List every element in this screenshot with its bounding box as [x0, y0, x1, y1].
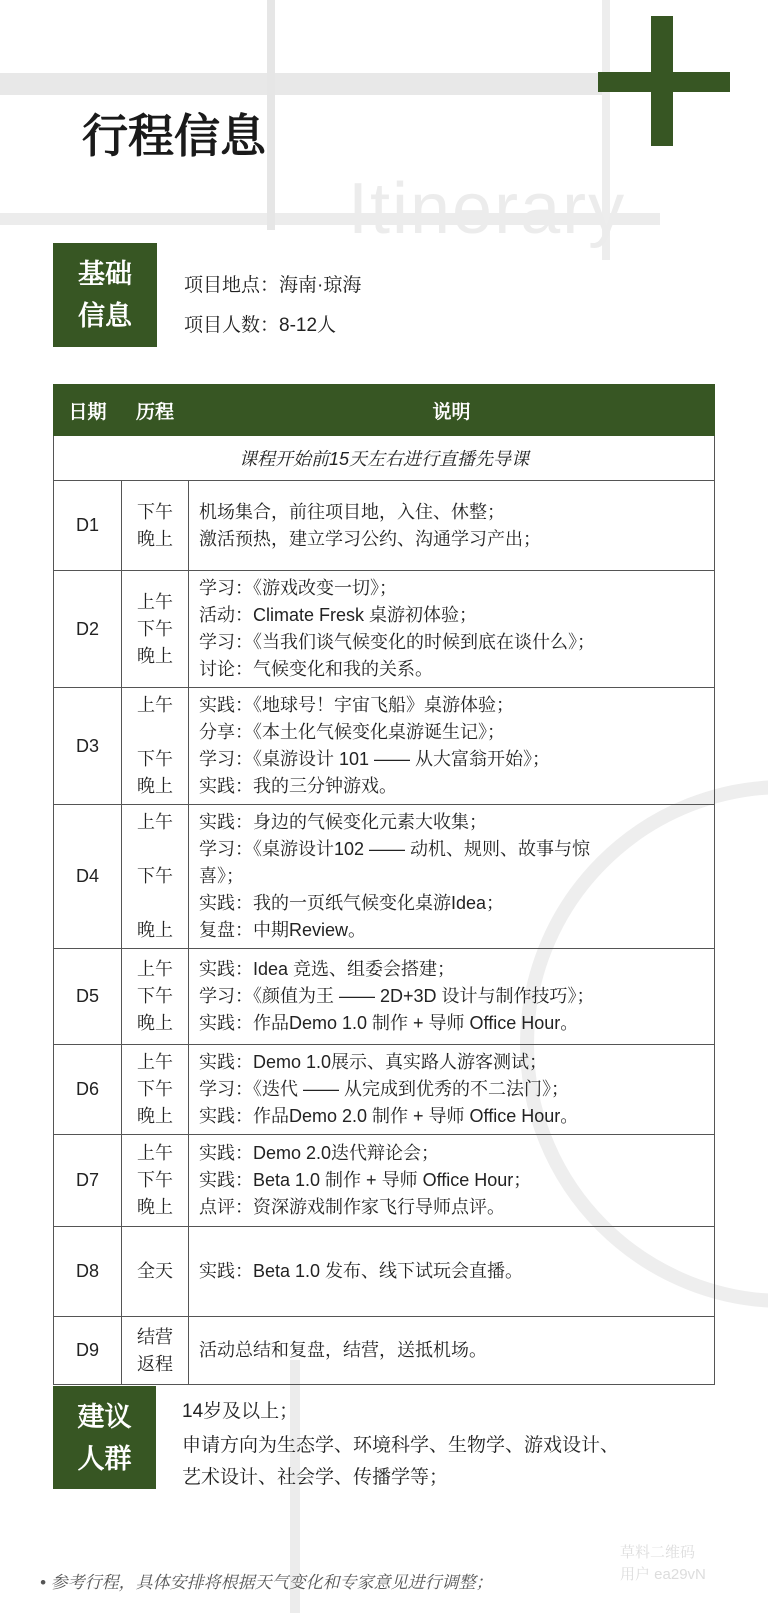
- description-line: 活动总结和复盘，结营，送抵机场。: [199, 1340, 487, 1360]
- schedule-cell: [122, 481, 189, 571]
- description-line: 学习：《颜值为王 —— 2D+3D 设计与制作技巧》；: [199, 986, 595, 1006]
- table-row: [54, 1135, 715, 1227]
- day-cell: D3: [54, 688, 122, 805]
- footer-note: • 参考行程，具体安排将根据天气变化和专家意见进行调整；: [40, 1573, 493, 1592]
- decor-vertical-line: [267, 0, 275, 230]
- table-row: [54, 1227, 715, 1317]
- qr-watermark: [620, 1542, 706, 1586]
- schedule-period: 晚上: [137, 920, 173, 940]
- table-row: [54, 1045, 715, 1135]
- description-line: 实践：Demo 1.0展示、真实路人游客测试；: [199, 1052, 548, 1072]
- qr-watermark-line1: 草料二维码: [620, 1544, 696, 1561]
- description-line: 激活预热，建立学习公约、沟通学习产出；: [199, 528, 541, 549]
- schedule-period: 上午: [137, 695, 173, 715]
- description-line: 实践：Demo 2.0迭代辩论会；: [199, 1143, 440, 1163]
- description-line: 讨论：气候变化和我的关系。: [199, 659, 433, 679]
- qr-watermark-line2: 用户 ea29vN: [620, 1566, 706, 1583]
- day-cell: D5: [54, 949, 122, 1045]
- description-line: 实践：作品Demo 1.0 制作 + 导师 Office Hour。: [199, 1013, 579, 1033]
- description-cell: [189, 1317, 715, 1385]
- description-line: 学习：《桌游设计 101 —— 从大富翁开始》；: [199, 749, 551, 769]
- basic-info-label: [53, 243, 157, 347]
- description-cell: [189, 805, 715, 949]
- basic-info-label-line1: 基础: [78, 259, 132, 289]
- description-line: 点评：资深游戏制作家飞行导师点评。: [199, 1197, 505, 1217]
- schedule-period: 下午: [137, 501, 173, 522]
- day-cell: D2: [54, 571, 122, 688]
- schedule-period: 下午: [137, 986, 173, 1006]
- table-header-row: [54, 385, 715, 436]
- day-cell: D8: [54, 1227, 122, 1317]
- description-cell: [189, 571, 715, 688]
- day-cell: D6: [54, 1045, 122, 1135]
- day-cell: D4: [54, 805, 122, 949]
- schedule-cell: [122, 1045, 189, 1135]
- description-line: 实践：《地球号！宇宙飞船》桌游体验；: [199, 695, 514, 715]
- schedule-period: 全天: [137, 1261, 173, 1281]
- schedule-period: 结营: [137, 1326, 173, 1347]
- schedule-period: 下午: [137, 1170, 173, 1190]
- plus-icon: [651, 16, 673, 146]
- pre-course-row: [54, 436, 715, 481]
- description-line: 实践：Idea 竞选、组委会搭建；: [199, 959, 456, 979]
- table-row: [54, 1317, 715, 1385]
- schedule-period: 下午: [137, 866, 173, 886]
- description-line: 实践：作品Demo 2.0 制作 + 导师 Office Hour。: [199, 1106, 579, 1126]
- description-line: 学习：《桌游设计102 —— 动机、规则、故事与惊: [199, 839, 591, 859]
- day-cell: D7: [54, 1135, 122, 1227]
- schedule-cell: [122, 1317, 189, 1385]
- description-line: 实践：我的一页纸气候变化桌游Idea；: [199, 893, 505, 913]
- schedule-period: 晚上: [137, 1197, 173, 1217]
- description-line: 实践：Beta 1.0 发布、线下试玩会直播。: [199, 1261, 524, 1281]
- description-line: 喜》；: [199, 866, 244, 886]
- description-cell: [189, 949, 715, 1045]
- schedule-cell: [122, 949, 189, 1045]
- schedule-period: 晚上: [137, 645, 173, 666]
- page-title: 行程信息: [82, 110, 266, 162]
- header-description: 说明: [189, 385, 715, 436]
- table-row: [54, 688, 715, 805]
- schedule-period: [122, 719, 188, 746]
- schedule-period: 上午: [137, 1052, 173, 1072]
- location-text: 项目地点：海南·琼海: [184, 275, 362, 296]
- schedule-period: 下午: [137, 749, 173, 769]
- table-row: [54, 481, 715, 571]
- header-date: 日期: [54, 385, 122, 436]
- schedule-period: [122, 836, 188, 863]
- itinerary-watermark: Itinerary: [348, 169, 627, 249]
- audience-age: 14岁及以上；: [182, 1401, 299, 1422]
- description-line: 实践：我的三分钟游戏。: [199, 776, 397, 796]
- decor-band: [0, 73, 602, 95]
- schedule-period: 上午: [137, 812, 173, 832]
- pre-course-note: 课程开始前15天左右进行直播先导课: [54, 436, 715, 481]
- schedule-period: 晚上: [137, 1106, 173, 1126]
- description-cell: [189, 1135, 715, 1227]
- table-row: [54, 571, 715, 688]
- audience-label-line1: 建议: [77, 1401, 132, 1432]
- schedule-period: 下午: [137, 618, 173, 639]
- schedule-cell: [122, 1135, 189, 1227]
- schedule-period: 返程: [137, 1353, 173, 1374]
- description-line: 活动：Climate Fresk 桌游初体验；: [199, 605, 478, 625]
- schedule-period: [122, 890, 188, 917]
- schedule-period: 晚上: [137, 776, 173, 796]
- audience-fields: 申请方向为生态学、环境科学、生物学、游戏设计、: [182, 1435, 620, 1456]
- schedule-cell: [122, 571, 189, 688]
- day-cell: D9: [54, 1317, 122, 1385]
- itinerary-table: [53, 384, 715, 1385]
- table-row: [54, 805, 715, 949]
- description-line: 实践：Beta 1.0 制作 + 导师 Office Hour；: [199, 1170, 532, 1190]
- table-row: [54, 949, 715, 1045]
- schedule-period: 下午: [137, 1079, 173, 1099]
- header-schedule: 历程: [122, 385, 189, 436]
- description-line: 学习：《当我们谈气候变化的时候到底在谈什么》；: [199, 632, 595, 652]
- schedule-period: 上午: [137, 591, 173, 612]
- schedule-cell: [122, 1227, 189, 1317]
- audience-label-line2: 人群: [77, 1443, 132, 1474]
- day-cell: D1: [54, 481, 122, 571]
- schedule-period: 上午: [137, 1143, 173, 1163]
- headcount-text: 项目人数：8-12人: [184, 315, 337, 336]
- description-line: 复盘：中期Review。: [199, 920, 367, 940]
- schedule-period: 晚上: [137, 1013, 173, 1033]
- description-line: 分享：《本土化气候变化桌游诞生记》；: [199, 722, 505, 742]
- schedule-period: 晚上: [137, 528, 173, 549]
- description-cell: [189, 481, 715, 571]
- audience-fields-cont: 艺术设计、社会学、传播学等；: [182, 1467, 449, 1488]
- schedule-period: 上午: [137, 959, 173, 979]
- description-cell: [189, 688, 715, 805]
- schedule-cell: [122, 805, 189, 949]
- description-line: 机场集合，前往项目地，入住、休整；: [199, 501, 505, 522]
- schedule-cell: [122, 688, 189, 805]
- description-line: 学习：《游戏改变一切》；: [199, 578, 397, 598]
- description-line: 学习：《迭代 —— 从完成到优秀的不二法门》；: [199, 1079, 569, 1099]
- description-cell: [189, 1227, 715, 1317]
- basic-info-label-line2: 信息: [78, 301, 132, 331]
- audience-label: [53, 1386, 156, 1489]
- description-line: 实践：身边的气候变化元素大收集；: [199, 812, 487, 832]
- description-cell: [189, 1045, 715, 1135]
